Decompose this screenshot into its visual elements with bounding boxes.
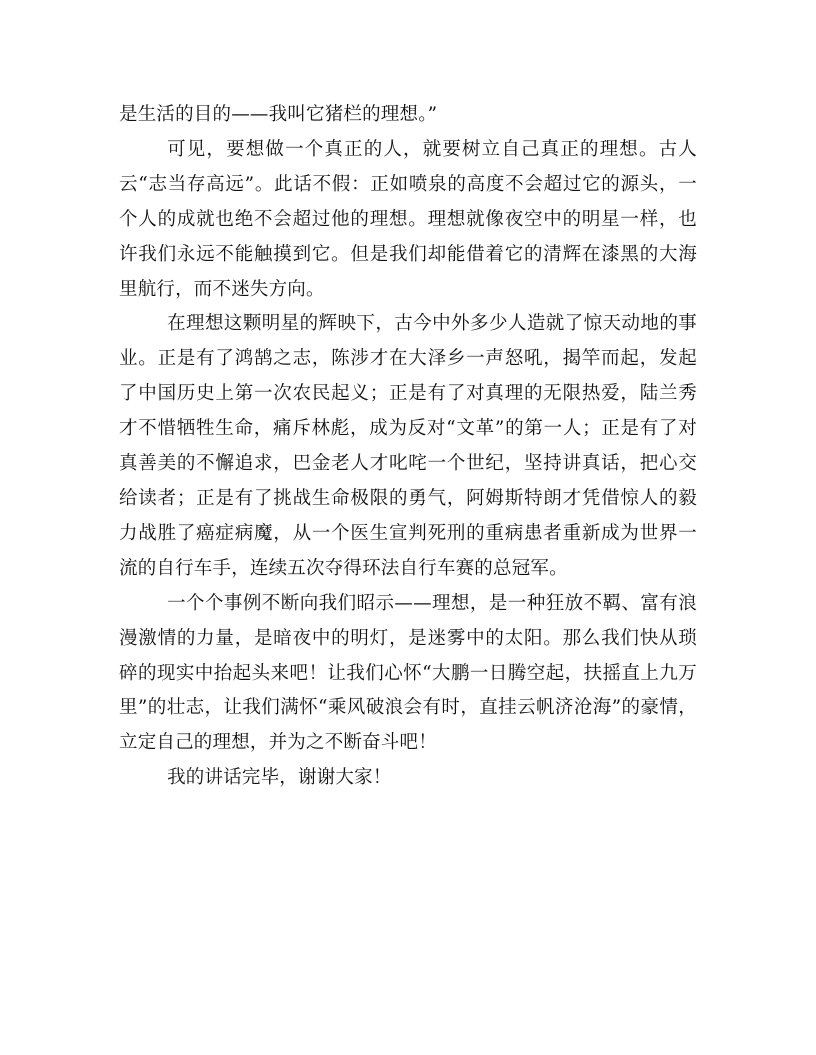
- paragraph-closing: 我的讲话完毕，谢谢大家！: [167, 767, 392, 789]
- document-body: [119, 98, 697, 796]
- paragraph-continuation: 是生活的目的——我叫它猪栏的理想。”: [119, 104, 438, 125]
- paragraph-ideal-definition: 可见，要想做一个真正的人，就要树立自己真正的理想。古人云“志当存高远”。此话不假：正如喷泉的高度不会超过它的源头，一个人的成就也绝不会超过他的理想。理想就像夜空中的明星一样，也许我们永远不能触摸到它。但是我们却能借着它的清辉在漆黑的大海里航行，而不迷失方向。: [119, 138, 697, 300]
- paragraph-historical-examples: 在理想这颗明星的辉映下，古今中外多少人造就了惊天动地的事业。正是有了鸿鹄之志，陈涉才在大泽乡一声怒吼，揭竿而起，发起了中国历史上第一次农民起义；正是有了对真理的无限热爱，陆兰秀才不惜牺牲生命，痛斥林彪，成为反对“文革”的第一人；正是有了对真善美的不懈追求，巴金老人才叱咤一个世纪，坚持讲真话，把心交给读者；正是有了挑战生命极限的勇气，阿姆斯特朗才凭借惊人的毅力战胜了癌症病魔，从一个医生宣判死刑的重病患者重新成为世界一流的自行车手，连续五次夺得环法自行车赛的总冠军。: [119, 313, 697, 579]
- paragraph-call-to-action: 一个个事例不断向我们昭示——理想，是一种狂放不羁、富有浪漫激情的力量，是暗夜中的明灯，是迷雾中的太阳。那么我们快从琐碎的现实中抬起头来吧！让我们心怀“大鹏一日腾空起，扶摇直上九万里”的壮志，让我们满怀“乘风破浪会有时，直挂云帆济沧海”的豪情，立定自己的理想，并为之不断奋斗吧！: [119, 592, 697, 754]
